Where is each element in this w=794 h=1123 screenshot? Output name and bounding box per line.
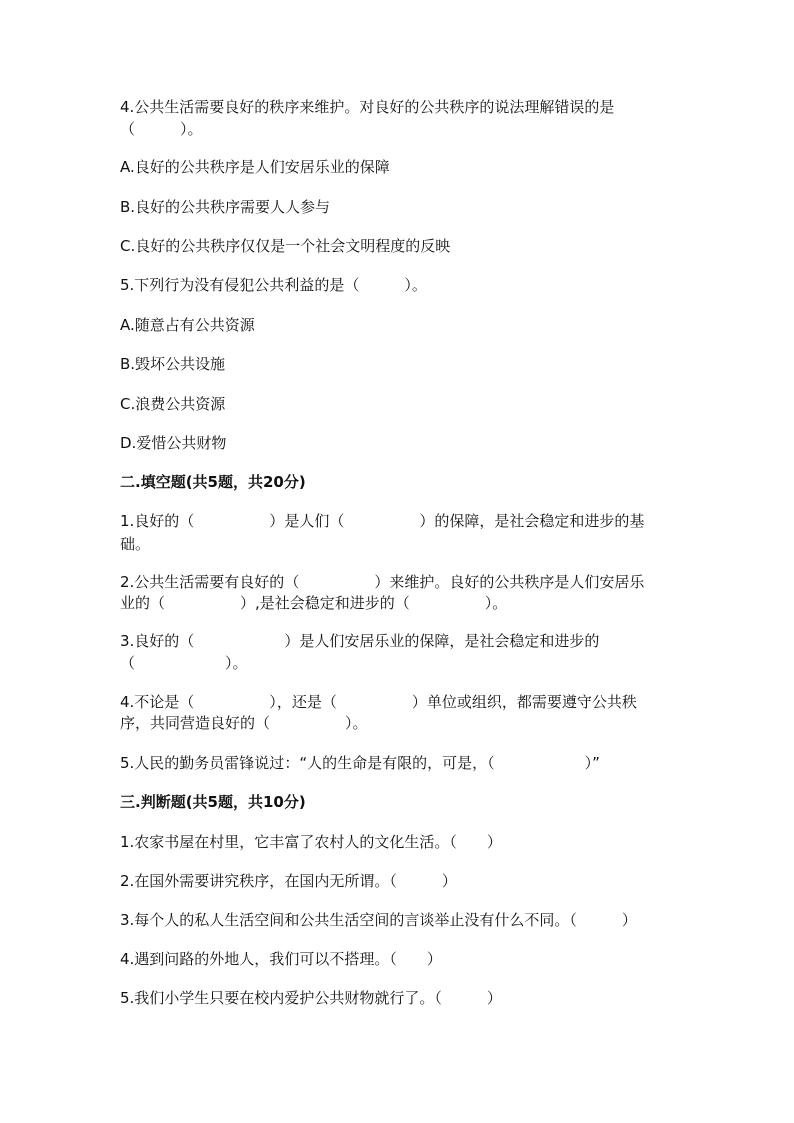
fill-blank-5-line1: 5.人民的勤务员雷锋说过：“人的生命是有限的，可是，（ ）” [120, 754, 600, 772]
judge-item-3: 3.每个人的私人生活空间和公共生活空间的言谈举止没有什么不同。（ ） [120, 911, 637, 929]
fill-blank-1-line1: 1.良好的（ ）是人们（ ）的保障，是社会稳定和进步的基 [120, 512, 645, 530]
fill-blank-4-line1: 4.不论是（ ），还是（ ）单位或组织，都需要遵守公共秩 [120, 693, 637, 711]
fill-blank-1-line2: 础。 [120, 535, 151, 553]
judge-item-1: 1.农家书屋在村里，它丰富了农村人的文化生活。（ ） [120, 833, 502, 851]
question-4-option-a: A.良好的公共秩序是人们安居乐业的保障 [120, 158, 390, 176]
fill-blank-3-line2: （ ）。 [120, 654, 248, 672]
question-5-option-c: C.浪费公共资源 [120, 395, 226, 413]
fill-blank-4-line2: 序，共同营造良好的（ ）。 [120, 714, 368, 732]
question-4-option-c: C.良好的公共秩序仅仅是一个社会文明程度的反映 [120, 237, 451, 255]
judge-item-5: 5.我们小学生只要在校内爱护公共财物就行了。（ ） [120, 989, 502, 1007]
judge-item-2: 2.在国外需要讲究秩序，在国内无所谓。（ ） [120, 872, 457, 890]
section-heading-judge: 三.判断题(共5题，共10分) [120, 793, 306, 811]
fill-blank-2-line1: 2.公共生活需要有良好的（ ）来维护。良好的公共秩序是人们安居乐 [120, 573, 645, 591]
question-5-option-d: D.爱惜公共财物 [120, 434, 227, 452]
judge-item-4: 4.遇到问路的外地人，我们可以不搭理。（ ） [120, 950, 442, 968]
question-5-stem: 5.下列行为没有侵犯公共利益的是（ ）。 [120, 276, 427, 294]
question-5-option-b: B.毁坏公共设施 [120, 355, 226, 373]
question-5-option-a: A.随意占有公共资源 [120, 316, 255, 334]
fill-blank-2-line2: 业的（ ）,是社会稳定和进步的（ ）。 [120, 594, 508, 612]
question-4-option-b: B.良好的公共秩序需要人人参与 [120, 198, 331, 216]
question-4-stem-line1: 4.公共生活需要良好的秩序来维护。对良好的公共秩序的说法理解错误的是 [120, 98, 615, 116]
section-heading-fill-blank: 二.填空题(共5题，共20分) [120, 473, 306, 491]
fill-blank-3-line1: 3.良好的（ ）是人们安居乐业的保障，是社会稳定和进步的 [120, 632, 600, 650]
question-4-stem-line2: （ ）。 [120, 120, 203, 138]
